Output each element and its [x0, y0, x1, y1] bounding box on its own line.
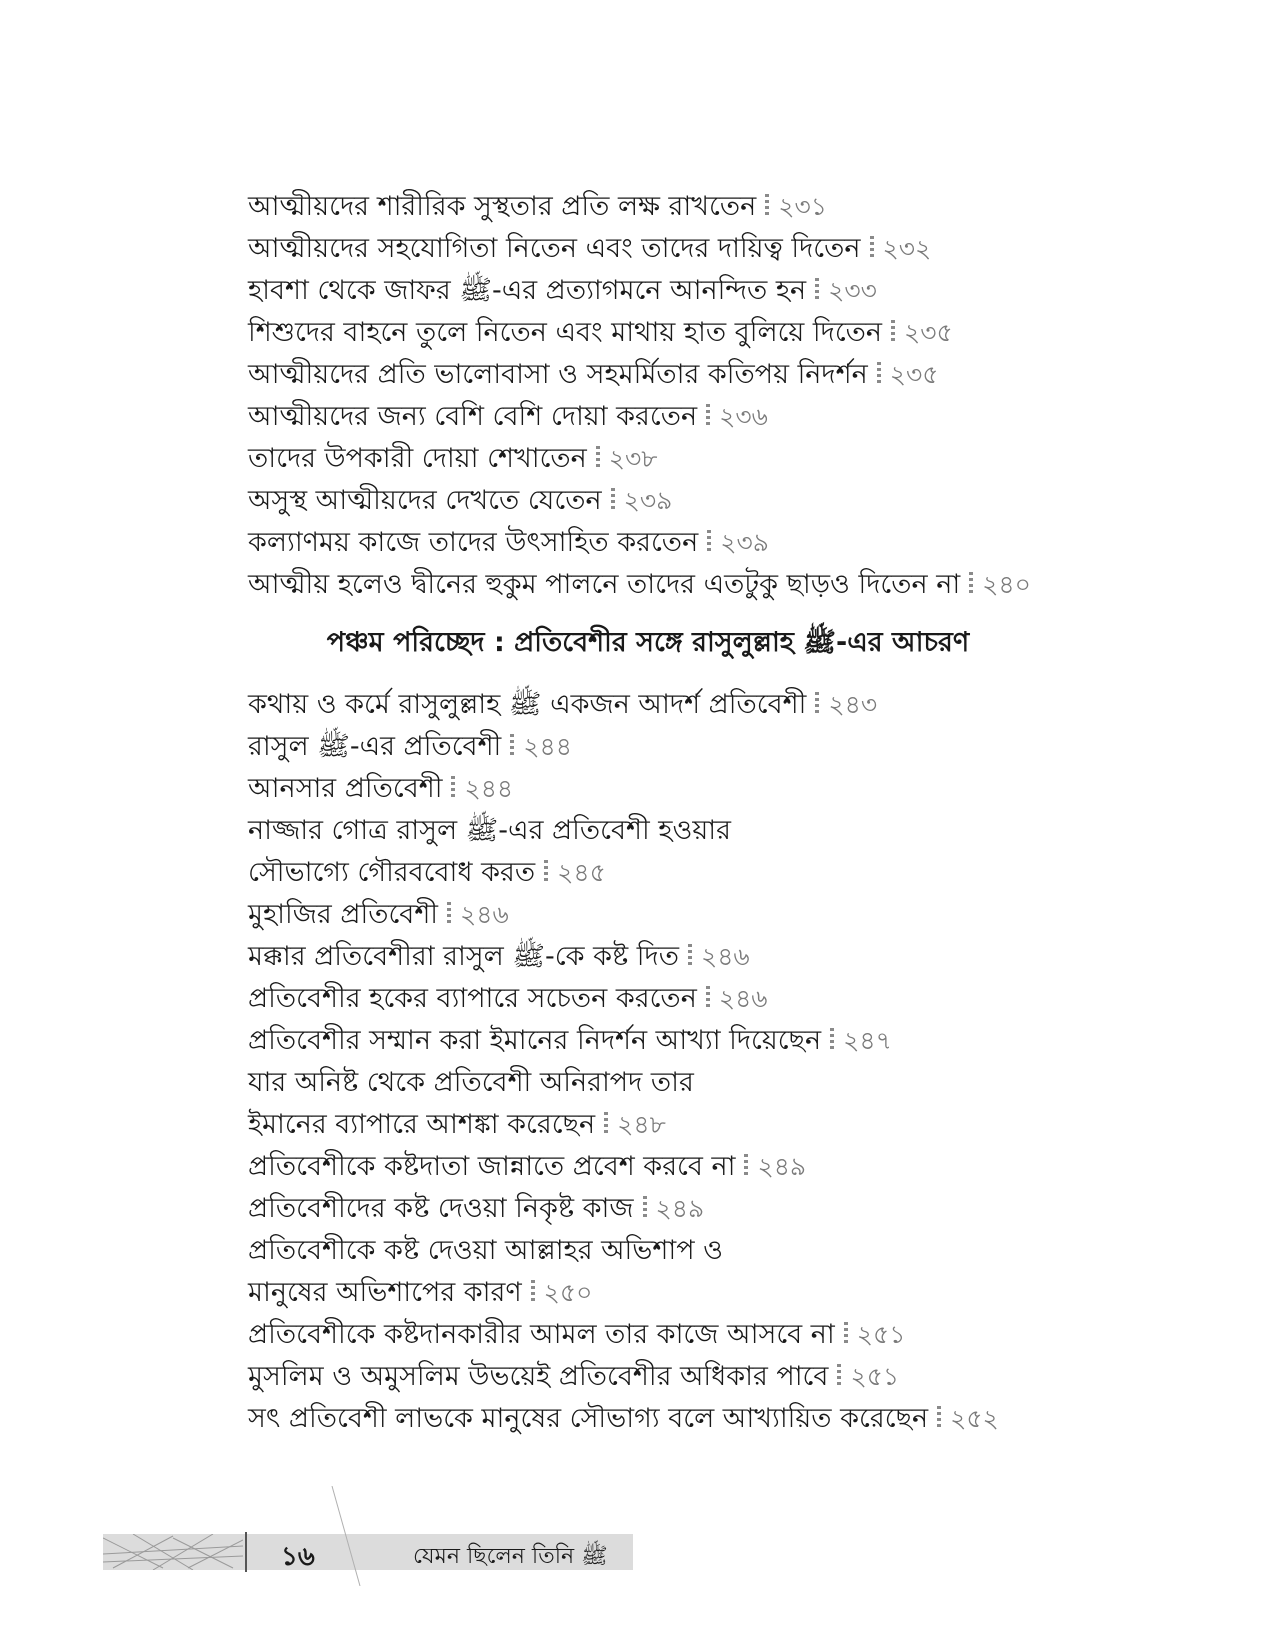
- book-title: যেমন ছিলেন তিনি ﷺ: [413, 1544, 608, 1569]
- dotted-separator-icon: [544, 860, 548, 884]
- toc-entry-page: ২৪৯: [757, 1152, 807, 1181]
- toc-entry-title: রাসুল ﷺ-এর প্রতিবেশী: [248, 731, 502, 762]
- toc-entry-page: ২৪৯: [655, 1194, 705, 1223]
- toc-entry-page: ২৩৮: [608, 444, 658, 473]
- toc-entry-page: ২৩৫: [889, 360, 939, 389]
- toc-entry: [248, 522, 1048, 564]
- toc-entry: [248, 312, 1048, 354]
- toc-entry-page: ২৩২: [882, 234, 932, 263]
- toc-entry-title: অসুস্থ আত্মীয়দের দেখতে যেতেন: [248, 485, 602, 516]
- toc-entry-title: আত্মীয়দের প্রতি ভালোবাসা ও সহমর্মিতার কতিপয় নিদর্শন: [248, 359, 868, 390]
- toc-entry: [248, 726, 1048, 768]
- toc-entry-page: ২৪৪: [523, 732, 572, 761]
- toc-entry-title: প্রতিবেশীকে কষ্ট দেওয়া আল্লাহর অভিশাপ ও: [248, 1235, 723, 1266]
- dotted-separator-icon: [830, 1028, 834, 1052]
- dotted-separator-icon: [815, 692, 819, 716]
- toc-entry: [248, 438, 1048, 480]
- toc-entry-page: ২৫১: [856, 1320, 906, 1349]
- toc-entry-page: ২৪৭: [843, 1026, 892, 1055]
- toc-entry: [248, 978, 1048, 1020]
- toc-entry: [248, 270, 1048, 312]
- dotted-separator-icon: [877, 362, 881, 386]
- dotted-separator-icon: [837, 1364, 841, 1388]
- toc-entry-title: তাদের উপকারী দোয়া শেখাতেন: [248, 443, 587, 474]
- toc-entry-title: আত্মীয় হলেও দ্বীনের হুকুম পালনে তাদের এতটুকু ছাড়ও দিতেন না: [248, 569, 961, 600]
- toc-entry-title: আত্মীয়দের জন্য বেশি বেশি দোয়া করতেন: [248, 401, 698, 432]
- toc-entry: [248, 936, 1048, 978]
- toc-entry-title: আত্মীয়দের শারীরিক সুস্থতার প্রতি লক্ষ রাখতেন: [248, 191, 757, 222]
- toc-entry-page: ২৩৫: [904, 318, 953, 347]
- toc-entry-title: মক্কার প্রতিবেশীরা রাসুল ﷺ-কে কষ্ট দিত: [248, 941, 679, 972]
- toc-entry-title: আনসার প্রতিবেশী: [248, 773, 443, 804]
- toc-entry: [248, 684, 1048, 726]
- dotted-separator-icon: [611, 488, 615, 512]
- page-number: ১৬: [281, 1542, 315, 1572]
- toc-entry-title: সৎ প্রতিবেশী লাভকে মানুষের সৌভাগ্য বলে আখ্যায়িত করেছেন: [248, 1403, 929, 1434]
- toc-entry-page: ২৩৬: [719, 402, 768, 431]
- toc-entry-title: প্রতিবেশীর হকের ব্যাপারে সচেতন করতেন: [248, 983, 697, 1014]
- toc-entry: [248, 1230, 1048, 1272]
- toc-entry-title: প্রতিবেশীকে কষ্টদাতা জান্নাতে প্রবেশ করবে না: [248, 1151, 736, 1182]
- dotted-separator-icon: [510, 734, 514, 758]
- toc-entry-title: মুসলিম ও অমুসলিম উভয়েই প্রতিবেশীর অধিকার পাবে: [248, 1361, 829, 1392]
- toc-section-relatives: [248, 186, 1048, 606]
- toc-entry-page: ২৪৬: [718, 984, 768, 1013]
- toc-entry-page: ২৩৯: [720, 528, 769, 557]
- dotted-separator-icon: [596, 446, 600, 470]
- dotted-separator-icon: [604, 1112, 608, 1136]
- toc-entry: [248, 396, 1048, 438]
- toc-entry-title: আত্মীয়দের সহযোগিতা নিতেন এবং তাদের দায়িত্ব দিতেন: [248, 233, 861, 264]
- toc-entry-page: ২৫০: [543, 1278, 593, 1307]
- toc-entry-title: মানুষের অভিশাপের কারণ: [248, 1277, 522, 1308]
- chapter-heading: পঞ্চম পরিচ্ছেদ : প্রতিবেশীর সঙ্গে রাসুলুল্লাহ ﷺ-এর আচরণ: [326, 627, 970, 658]
- toc-entry: [248, 1188, 1048, 1230]
- toc-entry-title: মুহাজির প্রতিবেশী: [248, 899, 439, 930]
- dotted-separator-icon: [707, 530, 711, 554]
- toc-entry-page: ২৩১: [778, 192, 827, 221]
- dotted-separator-icon: [815, 278, 819, 302]
- toc-entry: [248, 564, 1048, 606]
- toc-entry: [248, 852, 1048, 894]
- dotted-separator-icon: [706, 404, 710, 428]
- toc-entry-page: ২৪৪: [464, 774, 514, 803]
- dotted-separator-icon: [891, 320, 895, 344]
- toc-entry-title: প্রতিবেশীর সম্মান করা ইমানের নিদর্শন আখ্যা দিয়েছেন: [248, 1025, 822, 1056]
- footer-divider: [245, 1532, 247, 1572]
- toc-entry-page: ২৫২: [950, 1404, 999, 1433]
- dotted-separator-icon: [870, 236, 874, 260]
- toc-entry-page: ২৪৮: [617, 1110, 666, 1139]
- toc-entry: [248, 228, 1048, 270]
- toc-entry-page: ২৪৩: [828, 690, 878, 719]
- toc-entry: [248, 1020, 1048, 1062]
- decorative-lines-icon: [103, 1534, 243, 1570]
- toc-entry: [248, 1356, 1048, 1398]
- toc-entry-title: কল্যাণময় কাজে তাদের উৎসাহিত করতেন: [248, 527, 699, 558]
- toc-entry-title: নাজ্জার গোত্র রাসুল ﷺ-এর প্রতিবেশী হওয়ার: [248, 815, 731, 846]
- toc-entry: [248, 480, 1048, 522]
- toc-entry-page: ২৪৫: [557, 858, 606, 887]
- toc-section-neighbors: [248, 684, 1048, 1440]
- toc-entry-page: ২৪০: [982, 570, 1031, 599]
- toc-entry: [248, 1062, 1048, 1104]
- dotted-separator-icon: [706, 986, 710, 1010]
- dotted-separator-icon: [744, 1154, 748, 1178]
- toc-entry-title: হাবশা থেকে জাফর ﷺ-এর প্রত্যাগমনে আনন্দিত হন: [248, 275, 807, 306]
- footer-slash-decoration: [330, 1486, 370, 1586]
- toc-entry-title: কথায় ও কর্মে রাসুলুল্লাহ ﷺ একজন আদর্শ প্রতিবেশী: [248, 689, 807, 720]
- table-of-contents: [248, 186, 1048, 1440]
- toc-entry-page: ২৪৬: [700, 942, 750, 971]
- dotted-separator-icon: [451, 776, 455, 800]
- toc-entry-page: ২৪৬: [460, 900, 509, 929]
- dotted-separator-icon: [969, 572, 973, 596]
- toc-entry: [248, 1146, 1048, 1188]
- toc-entry: [248, 1272, 1048, 1314]
- toc-entry-title: সৌভাগ্যে গৌরববোধ করত: [248, 857, 536, 888]
- toc-entry-page: ২৩৯: [623, 486, 673, 515]
- toc-entry: [248, 768, 1048, 810]
- dotted-separator-icon: [765, 194, 769, 218]
- toc-entry: [248, 810, 1048, 852]
- toc-entry-title: প্রতিবেশীকে কষ্টদানকারীর আমল তার কাজে আসবে না: [248, 1319, 835, 1350]
- toc-entry: [248, 894, 1048, 936]
- dotted-separator-icon: [447, 902, 451, 926]
- toc-entry: [248, 354, 1048, 396]
- toc-entry-page: ২৩৩: [828, 276, 877, 305]
- toc-entry: [248, 1398, 1048, 1440]
- toc-entry-page: ২৫১: [850, 1362, 900, 1391]
- toc-entry-title: প্রতিবেশীদের কষ্ট দেওয়া নিকৃষ্ট কাজ: [248, 1193, 634, 1224]
- toc-entry-title: যার অনিষ্ট থেকে প্রতিবেশী অনিরাপদ তার: [248, 1067, 694, 1098]
- toc-entry: [248, 1314, 1048, 1356]
- dotted-separator-icon: [643, 1196, 647, 1220]
- toc-entry: [248, 1104, 1048, 1146]
- dotted-separator-icon: [531, 1280, 535, 1304]
- toc-entry-title: শিশুদের বাহনে তুলে নিতেন এবং মাথায় হাত বুলিয়ে দিতেন: [248, 317, 883, 348]
- dotted-separator-icon: [688, 944, 692, 968]
- dotted-separator-icon: [844, 1322, 848, 1346]
- dotted-separator-icon: [937, 1406, 941, 1430]
- toc-entry-title: ইমানের ব্যাপারে আশঙ্কা করেছেন: [248, 1109, 596, 1140]
- toc-entry: [248, 186, 1048, 228]
